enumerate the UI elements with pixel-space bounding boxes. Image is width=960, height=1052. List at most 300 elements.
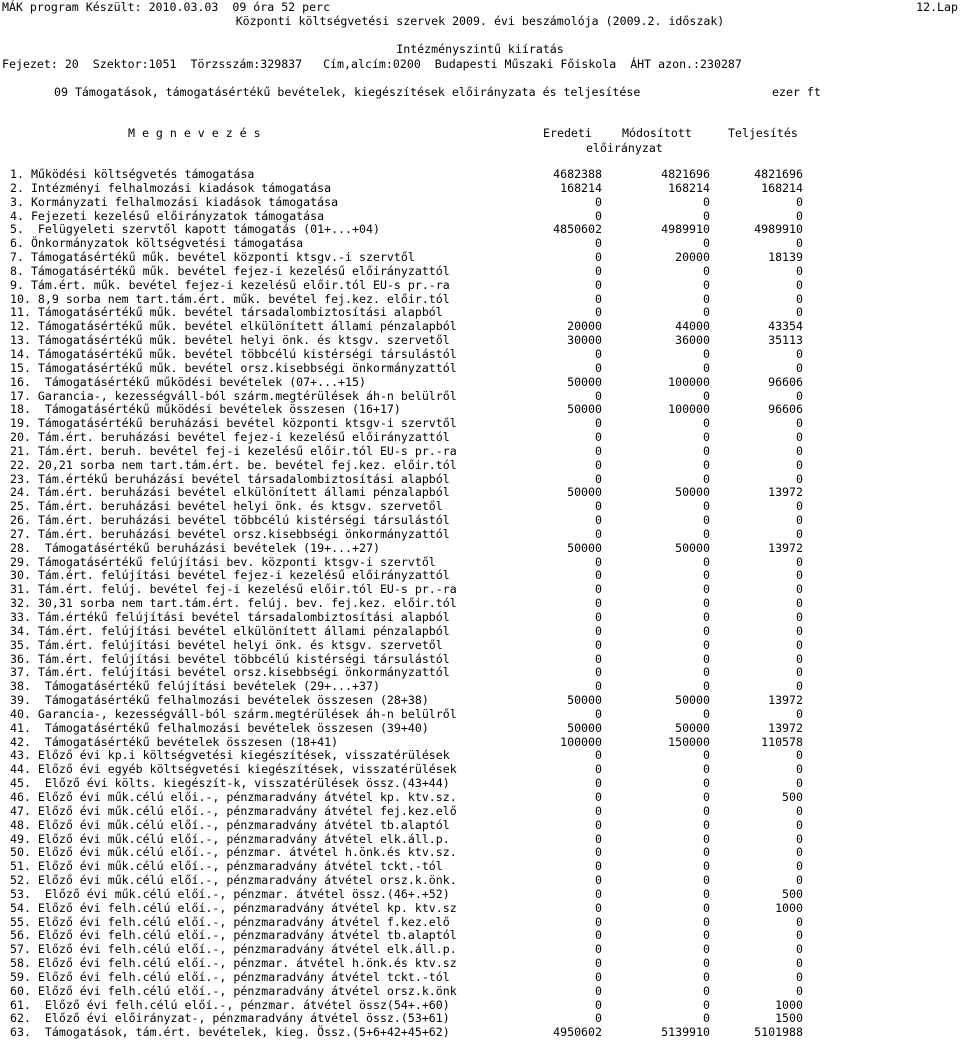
table-row bbox=[0, 860, 960, 874]
row-original: 4950602 bbox=[553, 1025, 602, 1040]
table-row bbox=[0, 888, 960, 902]
row-actual: 96606 bbox=[768, 402, 803, 417]
row-modified: 0 bbox=[703, 457, 710, 472]
row-actual: 500 bbox=[782, 789, 803, 804]
row-modified: 36000 bbox=[675, 333, 710, 348]
row-modified: 0 bbox=[703, 997, 710, 1012]
row-original: 168214 bbox=[560, 180, 602, 195]
row-label: 61. Előző évi felh.célú előí.-, pénzmar. átvétel össz(54+.+60) bbox=[10, 997, 450, 1012]
table-row bbox=[0, 362, 960, 376]
row-actual: 0 bbox=[796, 236, 803, 251]
row-modified: 0 bbox=[703, 291, 710, 306]
row-actual: 0 bbox=[796, 194, 803, 209]
row-actual: 500 bbox=[782, 886, 803, 901]
row-label: 36. Tám.ért. felújítási bevétel többcélú kistérségi társulástól bbox=[10, 651, 450, 666]
table-row bbox=[0, 929, 960, 943]
table-row bbox=[0, 971, 960, 985]
row-actual: 0 bbox=[796, 803, 803, 818]
row-modified: 0 bbox=[703, 499, 710, 514]
row-actual: 0 bbox=[796, 582, 803, 597]
row-label: 25. Tám.ért. beruházási bevétel helyi önk. és ktsgv. szervetől bbox=[10, 499, 443, 514]
table-row bbox=[0, 763, 960, 777]
row-original: 0 bbox=[595, 194, 602, 209]
row-actual: 0 bbox=[796, 443, 803, 458]
row-modified: 0 bbox=[703, 706, 710, 721]
row-label: 19. Támogatásértékű beruházási bevétel központi ktsgv-i szervtől bbox=[10, 416, 457, 431]
unit-label: ezer ft bbox=[772, 85, 821, 99]
row-label: 62. Előző évi előirányzat-, pénzmaradvány átvétel össz.(53+61) bbox=[10, 1011, 450, 1026]
row-label: 28. Támogatásértékű beruházási bevételek (19+...+27) bbox=[10, 540, 380, 555]
row-actual: 0 bbox=[796, 651, 803, 666]
row-modified: 0 bbox=[703, 623, 710, 638]
row-label: 26. Tám.ért. beruházási bevétel többcélú kistérségi társulástól bbox=[10, 513, 450, 528]
row-actual: 0 bbox=[796, 430, 803, 445]
row-actual: 0 bbox=[796, 762, 803, 777]
table-row bbox=[0, 653, 960, 667]
row-actual: 0 bbox=[796, 831, 803, 846]
row-actual: 0 bbox=[796, 969, 803, 984]
table-row bbox=[0, 611, 960, 625]
row-actual: 0 bbox=[796, 748, 803, 763]
report-title: Központi költségvetési szervek 2009. évi beszámolója (2009.2. időszak) bbox=[235, 14, 725, 28]
table-row bbox=[0, 916, 960, 930]
table-row bbox=[0, 431, 960, 445]
row-actual: 0 bbox=[796, 554, 803, 569]
row-modified: 0 bbox=[703, 236, 710, 251]
page-label: 12.Lap bbox=[916, 0, 958, 14]
row-label: 38. Támogatásértékű felújítási bevételek (29+...+37) bbox=[10, 679, 380, 694]
row-actual: 0 bbox=[796, 610, 803, 624]
row-modified: 0 bbox=[703, 776, 710, 791]
row-original: 0 bbox=[595, 914, 602, 929]
row-actual: 0 bbox=[796, 859, 803, 874]
row-label: 60. Előző évi felh.célú előí.-, pénzmaradvány átvétel orsz.k.önk bbox=[10, 983, 457, 998]
data-table bbox=[0, 168, 960, 1040]
row-modified: 0 bbox=[703, 803, 710, 818]
row-label: 34. Tám.ért. felújítási bevétel elkülönített állami pénzalapból bbox=[10, 623, 450, 638]
row-actual: 0 bbox=[796, 457, 803, 472]
row-original: 50000 bbox=[567, 540, 602, 555]
row-label: 57. Előző évi felh.célú előí.-, pénzmaradvány átvétel elk.áll.p. bbox=[10, 942, 457, 957]
row-modified: 0 bbox=[703, 416, 710, 431]
row-original: 0 bbox=[595, 817, 602, 832]
row-actual: 43354 bbox=[768, 319, 803, 334]
row-original: 0 bbox=[595, 416, 602, 431]
row-modified: 0 bbox=[703, 513, 710, 528]
table-row bbox=[0, 182, 960, 196]
row-modified: 0 bbox=[703, 568, 710, 583]
table-row bbox=[0, 736, 960, 750]
row-modified: 0 bbox=[703, 346, 710, 361]
row-original: 0 bbox=[595, 997, 602, 1012]
row-modified: 168214 bbox=[668, 180, 710, 195]
table-row bbox=[0, 833, 960, 847]
row-actual: 13972 bbox=[768, 720, 803, 735]
table-row bbox=[0, 985, 960, 999]
table-row bbox=[0, 348, 960, 362]
row-label: 18. Támogatásértékű működési bevételek összesen (16+17) bbox=[10, 402, 401, 417]
row-modified: 0 bbox=[703, 443, 710, 458]
table-row bbox=[0, 514, 960, 528]
table-row bbox=[0, 459, 960, 473]
row-label: 33. Tám.értékű felújítási bevétel társadalombiztosítási alapból bbox=[10, 610, 450, 624]
row-label: 45. Előző évi költs. kiegészít-k, visszatérülések össz.(43+44) bbox=[10, 776, 450, 791]
row-label: 56. Előző évi felh.célú előí.-, pénzmaradvány átvétel tb.alaptól bbox=[10, 928, 457, 943]
table-row bbox=[0, 417, 960, 431]
row-modified: 0 bbox=[703, 789, 710, 804]
row-original: 0 bbox=[595, 499, 602, 514]
row-original: 0 bbox=[595, 582, 602, 597]
row-actual: 0 bbox=[796, 679, 803, 694]
row-original: 0 bbox=[595, 208, 602, 223]
table-row bbox=[0, 902, 960, 916]
row-actual: 110578 bbox=[761, 734, 803, 749]
table-row bbox=[0, 473, 960, 487]
row-label: 16. Támogatásértékű működési bevételek (07+...+15) bbox=[10, 374, 366, 389]
row-original: 4850602 bbox=[553, 222, 602, 237]
row-label: 30. Tám.ért. felújítási bevétel fejez-i kezelésű előirányzattól bbox=[10, 568, 450, 583]
table-row bbox=[0, 583, 960, 597]
table-row bbox=[0, 569, 960, 583]
table-row bbox=[0, 1026, 960, 1040]
row-label: 4. Fejezeti kezelésű előirányzatok támogatása bbox=[10, 208, 325, 223]
row-label: 5. Felügyeleti szervtől kapott támogatás (01+...+04) bbox=[10, 222, 380, 237]
table-row bbox=[0, 237, 960, 251]
row-original: 0 bbox=[595, 665, 602, 680]
row-label: 22. 20,21 sorba nem tart.tám.ért. be. bevétel fej.kez. előir.tól bbox=[10, 457, 457, 472]
row-actual: 0 bbox=[796, 623, 803, 638]
row-modified: 0 bbox=[703, 305, 710, 320]
row-original: 0 bbox=[595, 388, 602, 403]
row-actual: 0 bbox=[796, 914, 803, 929]
row-label: 58. Előző évi felh.célú előí.-, pénzmar. átvétel h.önk.és ktv.sz bbox=[10, 956, 457, 971]
row-modified: 100000 bbox=[668, 374, 710, 389]
row-modified: 0 bbox=[703, 360, 710, 375]
row-original: 0 bbox=[595, 236, 602, 251]
row-label: 35. Tám.ért. felújítási bevétel helyi önk. és ktsgv. szervetől bbox=[10, 637, 443, 652]
column-header-name: M e g n e v e z é s bbox=[128, 126, 261, 140]
row-original: 50000 bbox=[567, 720, 602, 735]
row-modified: 0 bbox=[703, 637, 710, 652]
row-actual: 13972 bbox=[768, 485, 803, 500]
row-label: 12. Támogatásértékű műk. bevétel elkülönített állami pénzalapból bbox=[10, 319, 457, 334]
row-original: 0 bbox=[595, 623, 602, 638]
table-row bbox=[0, 403, 960, 417]
row-label: 54. Előző évi felh.célú előí.-, pénzmaradvány átvétel kp. ktv.sz bbox=[10, 900, 457, 915]
row-actual: 1000 bbox=[775, 997, 803, 1012]
row-original: 4682388 bbox=[553, 167, 602, 181]
row-label: 48. Előző évi műk.célú előí.-, pénzmaradvány átvétel tb.alaptól bbox=[10, 817, 450, 832]
row-actual: 0 bbox=[796, 776, 803, 791]
row-modified: 0 bbox=[703, 596, 710, 611]
row-original: 0 bbox=[595, 568, 602, 583]
row-label: 53. Előző évi műk.célú előí.-, pénzmar. átvétel össz.(46+.+52) bbox=[10, 886, 450, 901]
row-modified: 0 bbox=[703, 651, 710, 666]
row-actual: 1500 bbox=[775, 1011, 803, 1026]
table-row bbox=[0, 722, 960, 736]
printout-type: Intézményszintű kiíratás bbox=[396, 42, 564, 56]
row-label: 59. Előző évi felh.célú előí.-, pénzmaradvány átvétel tckt.-tól bbox=[10, 969, 450, 984]
row-actual: 0 bbox=[796, 956, 803, 971]
row-label: 32. 30,31 sorba nem tart.tám.ért. felúj. bev. fej.kez. előir.tól bbox=[10, 596, 457, 611]
row-actual: 0 bbox=[796, 568, 803, 583]
row-actual: 168214 bbox=[761, 180, 803, 195]
row-original: 0 bbox=[595, 305, 602, 320]
row-actual: 4989910 bbox=[754, 222, 803, 237]
row-original: 0 bbox=[595, 748, 602, 763]
row-label: 17. Garancia-, kezességváll-ból szárm.megtérülések áh-n belülről bbox=[10, 388, 457, 403]
table-row bbox=[0, 500, 960, 514]
row-modified: 4821696 bbox=[661, 167, 710, 181]
table-row bbox=[0, 528, 960, 542]
table-row bbox=[0, 874, 960, 888]
row-actual: 0 bbox=[796, 360, 803, 375]
row-modified: 50000 bbox=[675, 720, 710, 735]
row-modified: 0 bbox=[703, 194, 710, 209]
table-title: 09 Támogatások, támogatásértékű bevételek, kiegészítések előirányzata és teljesítése bbox=[54, 85, 641, 99]
row-original: 0 bbox=[595, 554, 602, 569]
row-actual: 0 bbox=[796, 873, 803, 888]
row-modified: 0 bbox=[703, 969, 710, 984]
row-original: 50000 bbox=[567, 374, 602, 389]
row-label: 1. Működési költségvetés támogatása bbox=[10, 167, 255, 181]
row-modified: 0 bbox=[703, 873, 710, 888]
row-modified: 0 bbox=[703, 900, 710, 915]
row-actual: 0 bbox=[796, 706, 803, 721]
row-modified: 0 bbox=[703, 471, 710, 486]
row-actual: 13972 bbox=[768, 540, 803, 555]
row-original: 0 bbox=[595, 250, 602, 265]
row-modified: 0 bbox=[703, 208, 710, 223]
table-row bbox=[0, 999, 960, 1013]
table-row bbox=[0, 943, 960, 957]
row-actual: 18139 bbox=[768, 250, 803, 265]
table-row bbox=[0, 597, 960, 611]
row-label: 46. Előző évi műk.célú elői.-, pénzmaradvány átvétel kp. ktv.sz. bbox=[10, 789, 457, 804]
row-modified: 0 bbox=[703, 956, 710, 971]
row-original: 0 bbox=[595, 526, 602, 541]
row-label: 47. Előző évi műk.célú előí.-, pénzmaradvány átvétel fej.kez.elő bbox=[10, 803, 457, 818]
row-original: 0 bbox=[595, 360, 602, 375]
row-modified: 0 bbox=[703, 582, 710, 597]
row-modified: 44000 bbox=[675, 319, 710, 334]
row-modified: 0 bbox=[703, 610, 710, 624]
row-modified: 5139910 bbox=[661, 1025, 710, 1040]
table-row bbox=[0, 666, 960, 680]
table-row bbox=[0, 957, 960, 971]
row-label: 24. Tám.ért. beruházási bevétel elkülönített állami pénzalapból bbox=[10, 485, 450, 500]
row-modified: 0 bbox=[703, 554, 710, 569]
row-label: 50. Előző évi műk.célú előí.-, pénzmar. átvétel h.önk.és ktv.sz. bbox=[10, 845, 457, 860]
row-original: 0 bbox=[595, 471, 602, 486]
row-label: 41. Támogatásértékű felhalmozási bevételek összesen (39+40) bbox=[10, 720, 429, 735]
table-row bbox=[0, 293, 960, 307]
row-original: 0 bbox=[595, 430, 602, 445]
row-original: 0 bbox=[595, 610, 602, 624]
row-modified: 0 bbox=[703, 859, 710, 874]
row-original: 0 bbox=[595, 873, 602, 888]
row-actual: 0 bbox=[796, 305, 803, 320]
row-original: 100000 bbox=[560, 734, 602, 749]
row-actual: 0 bbox=[796, 416, 803, 431]
row-label: 14. Támogatásértékű műk. bevétel többcélú kistérségi társulástól bbox=[10, 346, 457, 361]
row-modified: 50000 bbox=[675, 540, 710, 555]
row-label: 42. Támogatásértékű bevételek összesen (18+41) bbox=[10, 734, 339, 749]
row-actual: 0 bbox=[796, 346, 803, 361]
row-actual: 0 bbox=[796, 388, 803, 403]
row-actual: 0 bbox=[796, 637, 803, 652]
row-label: 23. Tám.értékű beruházási bevétel társadalombiztosítási alapból bbox=[10, 471, 450, 486]
row-modified: 0 bbox=[703, 277, 710, 292]
row-actual: 0 bbox=[796, 471, 803, 486]
row-actual: 4821696 bbox=[754, 167, 803, 181]
row-original: 0 bbox=[595, 706, 602, 721]
row-modified: 0 bbox=[703, 914, 710, 929]
row-modified: 0 bbox=[703, 845, 710, 860]
table-row bbox=[0, 279, 960, 293]
table-row bbox=[0, 210, 960, 224]
table-row bbox=[0, 846, 960, 860]
identifiers-line: Fejezet: 20 Szektor:1051 Törzsszám:329837 Cím,alcím:0200 Budapesti Műszaki Főiskola ÁHT azon.:230287 bbox=[2, 57, 742, 71]
table-row bbox=[0, 791, 960, 805]
row-original: 0 bbox=[595, 346, 602, 361]
table-row bbox=[0, 819, 960, 833]
row-actual: 0 bbox=[796, 499, 803, 514]
row-actual: 0 bbox=[796, 208, 803, 223]
row-actual: 5101988 bbox=[754, 1025, 803, 1040]
row-actual: 0 bbox=[796, 983, 803, 998]
program-line: MÁK program Készült: 2010.03.03 09 óra 52 perc bbox=[2, 0, 331, 14]
row-modified: 0 bbox=[703, 1011, 710, 1026]
row-original: 0 bbox=[595, 457, 602, 472]
row-label: 15. Támogatásértékű műk. bevétel orsz.kisebbségi önkormányzattól bbox=[10, 360, 457, 375]
row-actual: 0 bbox=[796, 665, 803, 680]
row-actual: 35113 bbox=[768, 333, 803, 348]
row-modified: 4989910 bbox=[661, 222, 710, 237]
row-modified: 50000 bbox=[675, 485, 710, 500]
row-original: 0 bbox=[595, 859, 602, 874]
row-modified: 150000 bbox=[668, 734, 710, 749]
table-row bbox=[0, 196, 960, 210]
row-original: 0 bbox=[595, 789, 602, 804]
table-row bbox=[0, 306, 960, 320]
row-original: 0 bbox=[595, 928, 602, 943]
row-original: 0 bbox=[595, 845, 602, 860]
column-header-modified: Módosított bbox=[622, 126, 692, 140]
row-original: 0 bbox=[595, 513, 602, 528]
row-actual: 0 bbox=[796, 291, 803, 306]
table-row bbox=[0, 542, 960, 556]
row-label: 31. Tám.ért. felúj. bevétel fej-i kezelésű előir.tól EU-s pr.-ra bbox=[10, 582, 457, 597]
row-label: 27. Tám.ért. beruházási bevétel orsz.kisebbségi önkormányzattól bbox=[10, 526, 450, 541]
row-modified: 0 bbox=[703, 886, 710, 901]
row-label: 21. Tám.ért. beruh. bevétel fej-i kezelésű előir.tól EU-s pr.-ra bbox=[10, 443, 457, 458]
row-original: 0 bbox=[595, 762, 602, 777]
row-label: 20. Tám.ért. beruházási bevétel fejez-i kezelésű előirányzattól bbox=[10, 430, 450, 445]
row-original: 0 bbox=[595, 596, 602, 611]
row-original: 0 bbox=[595, 1011, 602, 1026]
row-actual: 0 bbox=[796, 942, 803, 957]
row-modified: 0 bbox=[703, 526, 710, 541]
table-row bbox=[0, 680, 960, 694]
table-row bbox=[0, 320, 960, 334]
row-original: 0 bbox=[595, 776, 602, 791]
table-row bbox=[0, 749, 960, 763]
row-label: 7. Támogatásértékű műk. bevétel központi ktsgv.-i szervtől bbox=[10, 250, 415, 265]
table-row bbox=[0, 265, 960, 279]
row-modified: 0 bbox=[703, 430, 710, 445]
row-original: 0 bbox=[595, 900, 602, 915]
table-row bbox=[0, 639, 960, 653]
row-actual: 0 bbox=[796, 263, 803, 278]
row-actual: 0 bbox=[796, 513, 803, 528]
row-label: 8. Támogatásértékű műk. bevétel fejez-i kezelésű előirányzattól bbox=[10, 263, 450, 278]
row-actual: 1000 bbox=[775, 900, 803, 915]
row-modified: 50000 bbox=[675, 693, 710, 708]
table-row bbox=[0, 334, 960, 348]
column-header-original: Eredeti bbox=[543, 126, 592, 140]
row-original: 0 bbox=[595, 956, 602, 971]
row-label: 2. Intézményi felhalmozási kiadások támogatása bbox=[10, 180, 332, 195]
row-original: 0 bbox=[595, 263, 602, 278]
row-label: 40. Garancia-, kezességváll-ból szárm.megtérülések áh-n belülről bbox=[10, 706, 457, 721]
row-label: 43. Előző évi kp.i költségvetési kiegészítések, visszatérülések bbox=[10, 748, 450, 763]
row-original: 50000 bbox=[567, 485, 602, 500]
row-modified: 20000 bbox=[675, 250, 710, 265]
row-modified: 0 bbox=[703, 928, 710, 943]
row-original: 0 bbox=[595, 831, 602, 846]
table-row bbox=[0, 694, 960, 708]
row-modified: 0 bbox=[703, 983, 710, 998]
row-label: 3. Kormányzati felhalmozási kiadások támogatása bbox=[10, 194, 339, 209]
row-actual: 0 bbox=[796, 845, 803, 860]
row-modified: 0 bbox=[703, 679, 710, 694]
row-modified: 0 bbox=[703, 817, 710, 832]
table-row bbox=[0, 805, 960, 819]
row-modified: 0 bbox=[703, 942, 710, 957]
table-row bbox=[0, 251, 960, 265]
row-label: 9. Tám.ért. műk. bevétel fejez-i kezelésű előir.tól EU-s pr.-ra bbox=[10, 277, 450, 292]
row-modified: 100000 bbox=[668, 402, 710, 417]
row-label: 13. Támogatásértékű műk. bevétel helyi önk. és ktsgv. szervetől bbox=[10, 333, 450, 348]
table-row bbox=[0, 625, 960, 639]
row-label: 44. Előző évi egyéb költségvetési kiegészítések, visszatérülések bbox=[10, 762, 457, 777]
table-row bbox=[0, 556, 960, 570]
row-original: 0 bbox=[595, 443, 602, 458]
row-label: 10. 8,9 sorba nem tart.tám.ért. műk. bevétel fej.kez. előir.tól bbox=[10, 291, 450, 306]
row-label: 49. Előző évi műk.célú előí.-, pénzmaradvány átvétel elk.áll.p. bbox=[10, 831, 450, 846]
row-original: 0 bbox=[595, 277, 602, 292]
table-row bbox=[0, 777, 960, 791]
row-actual: 0 bbox=[796, 277, 803, 292]
row-modified: 0 bbox=[703, 762, 710, 777]
row-actual: 96606 bbox=[768, 374, 803, 389]
row-original: 0 bbox=[595, 651, 602, 666]
row-label: 55. Előző évi felh.célú előí.-, pénzmaradvány átvétel f.kez.elő bbox=[10, 914, 450, 929]
row-original: 30000 bbox=[567, 333, 602, 348]
row-label: 37. Tám.ért. felújítási bevétel orsz.kisebbségi önkormányzattól bbox=[10, 665, 450, 680]
row-label: 63. Támogatások, tám.ért. bevételek, kieg. Össz.(5+6+42+45+62) bbox=[10, 1025, 450, 1040]
row-modified: 0 bbox=[703, 748, 710, 763]
row-original: 0 bbox=[595, 637, 602, 652]
row-label: 29. Támogatásértékű felújítási bev. központi ktsgv-i szervtől bbox=[10, 554, 436, 569]
row-original: 0 bbox=[595, 983, 602, 998]
row-modified: 0 bbox=[703, 388, 710, 403]
table-row bbox=[0, 708, 960, 722]
row-original: 0 bbox=[595, 679, 602, 694]
row-original: 0 bbox=[595, 886, 602, 901]
row-label: 39. Támogatásértékű felhalmozási bevételek összesen (28+38) bbox=[10, 693, 429, 708]
